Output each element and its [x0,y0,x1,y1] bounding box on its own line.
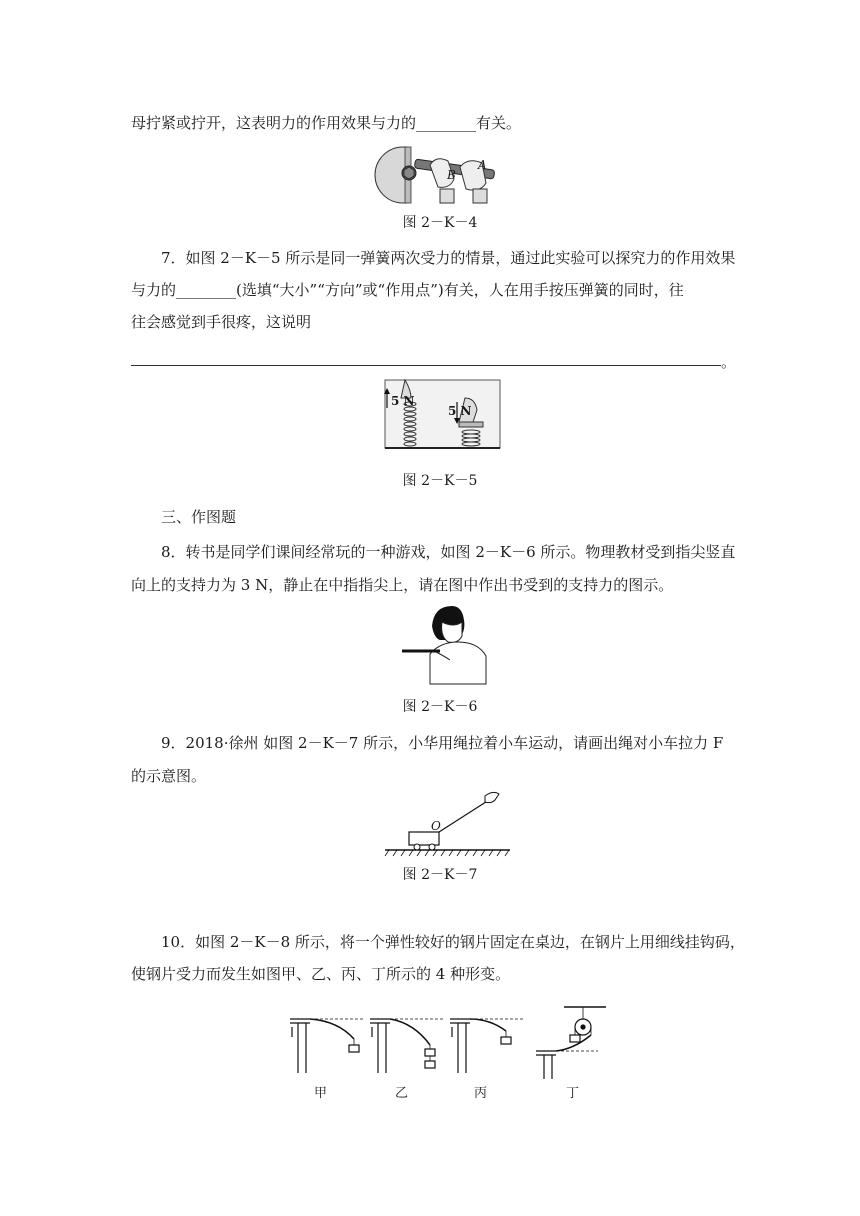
fig8-label-bing: 丙 [474,1086,488,1101]
steel-strip-figure [288,1005,608,1080]
q9-line1: 9．2018·徐州 如图 2－K－7 所示，小华用绳拉着小车运动，请画出绳对小车拉力 F [161,734,724,752]
q7-end-mark: 。 [721,353,737,371]
fig4-caption: 图 2－K－4 [402,215,478,231]
q9-line2: 的示意图。 [131,767,207,785]
fig4-label-b: B [447,168,456,182]
fig7-caption: 图 2－K－7 [402,867,478,883]
q8-line2: 向上的支持力为 3 N，静止在中指指尖上，请在图中作出书受到的支持力的图示。 [131,576,674,594]
spring-figure [385,380,500,452]
fig8-label-jia: 甲 [314,1086,328,1101]
q8-line1: 8．转书是同学们课间经常玩的一种游戏，如图 2－K－6 所示。物理教材受到指尖竖直 [161,543,736,561]
fig4-label-a: A [478,158,487,172]
book-spin-figure [400,604,490,684]
fig6-caption: 图 2－K－6 [402,699,478,715]
fig8-label-ding: 丁 [566,1086,580,1101]
fig8-label-yi: 乙 [395,1086,409,1101]
q7-line1: 7．如图 2－K－5 所示是同一弹簧两次受力的情景，通过此实验可以探究力的作用效果 [161,249,736,267]
section-title: 三、作图题 [161,508,237,526]
q7-answer-line [131,365,721,366]
wrench-figure [385,145,500,205]
fig5-caption: 图 2－K－5 [402,473,478,489]
cart-figure [385,790,510,858]
fig5-left-label: 5 N [391,394,415,408]
fig5-right-label: 5 N [448,404,472,418]
fig7-point-label: O [431,819,441,833]
q6-line: 母拧紧或拧开，这表明力的作用效果与力的________有关。 [131,114,522,132]
q7-line3: 往会感觉到手很疼，这说明 [131,313,312,331]
q10-line1: 10．如图 2－K－8 所示，将一个弹性较好的钢片固定在桌边，在钢片上用细线挂钩码， [161,933,745,951]
q10-line2: 使钢片受力而发生如图甲、乙、丙、丁所示的 4 种形变。 [131,965,511,983]
q7-line2: 与力的________(选填“大小”“方向”或“作用点”)有关，人在用手按压弹簧的同时，往 [131,281,684,299]
